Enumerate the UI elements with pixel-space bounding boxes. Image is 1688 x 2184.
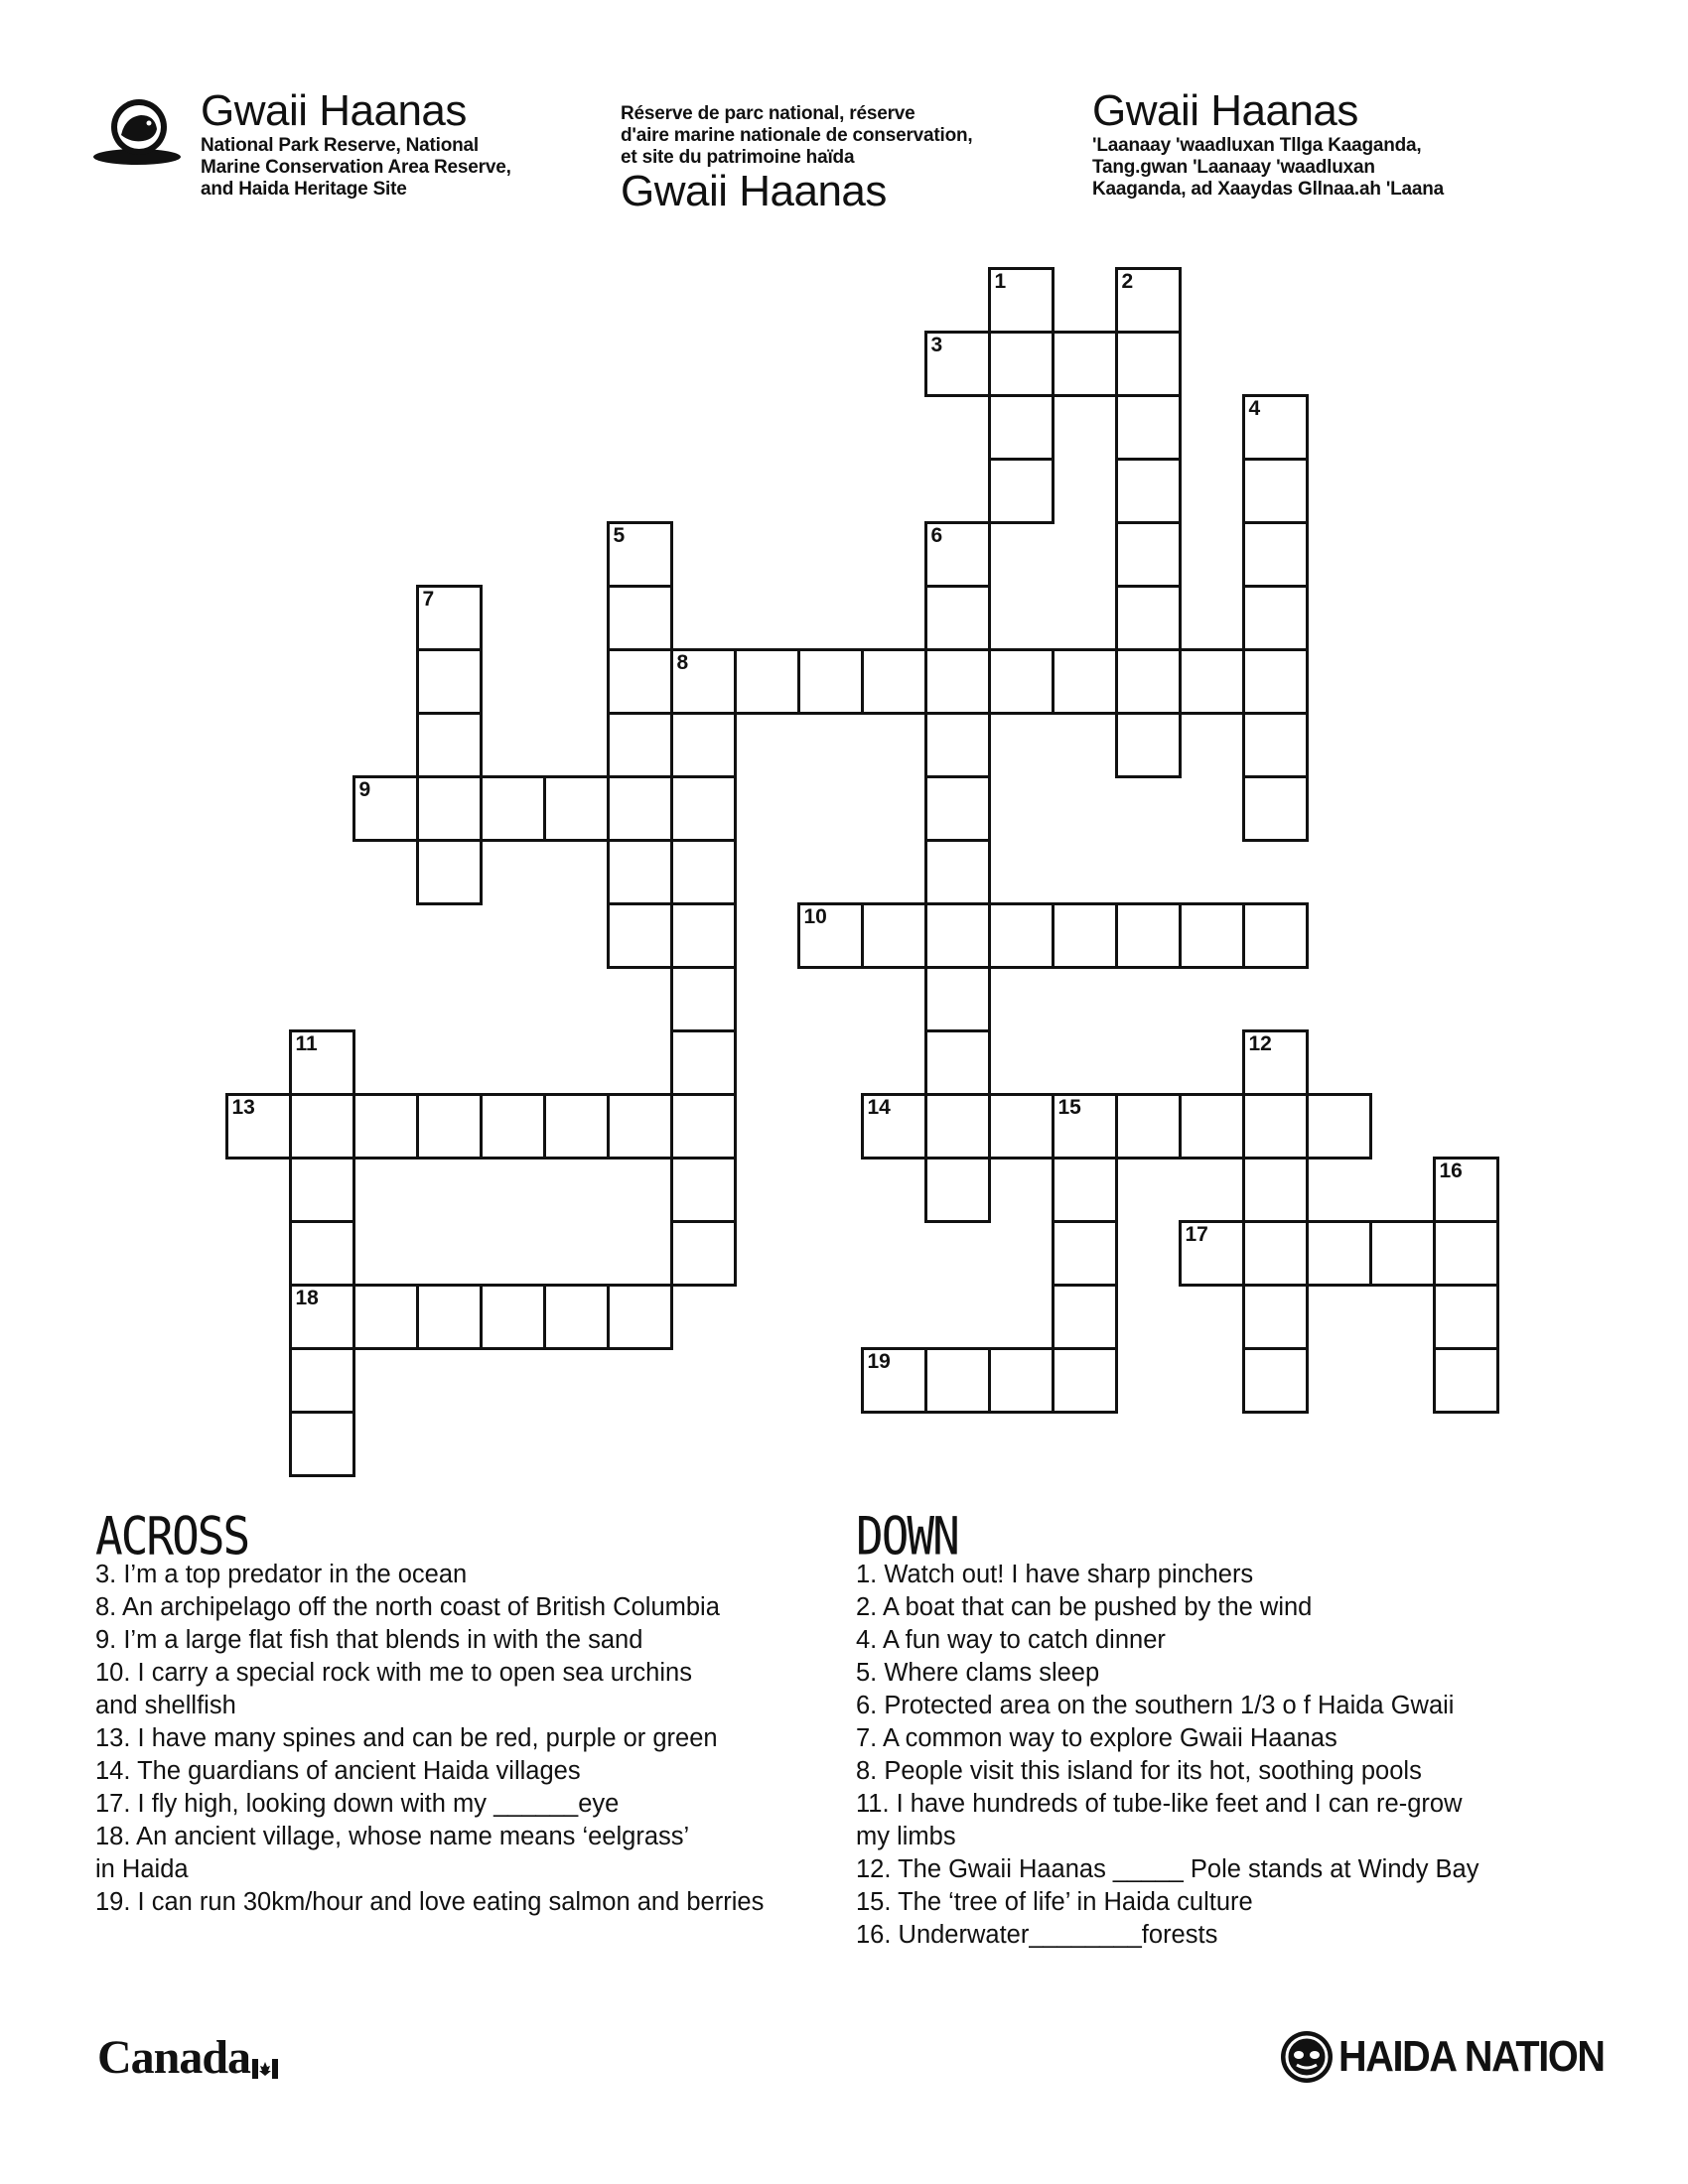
crossword-cell[interactable] bbox=[861, 1093, 927, 1160]
down-clue: 7. A common way to explore Gwaii Haanas bbox=[856, 1724, 1337, 1752]
crossword-cell[interactable] bbox=[1242, 1284, 1309, 1350]
crossword-cell[interactable] bbox=[607, 902, 673, 969]
clue-number: 5 bbox=[613, 523, 626, 547]
crossword-cell[interactable] bbox=[1242, 585, 1309, 651]
crossword-cell[interactable] bbox=[670, 1029, 737, 1096]
crossword-cell[interactable] bbox=[1306, 1220, 1372, 1287]
haida-nation-logo bbox=[1281, 2031, 1633, 2083]
across-clue: 9. I’m a large flat fish that blends in with the sand bbox=[95, 1626, 643, 1654]
crossword-cell[interactable] bbox=[1242, 1157, 1309, 1223]
crossword-cell[interactable] bbox=[416, 648, 483, 715]
french-subtitle-line: et site du patrimoine haïda bbox=[621, 147, 855, 168]
crossword-cell[interactable] bbox=[670, 712, 737, 778]
crossword-cell[interactable] bbox=[289, 1347, 355, 1414]
crossword-cell[interactable] bbox=[416, 1093, 483, 1160]
down-clue: 11. I have hundreds of tube-like feet and I can re-grow my limbs bbox=[856, 1790, 1463, 1850]
crossword-cell[interactable] bbox=[289, 1029, 355, 1096]
clue-number: 10 bbox=[803, 904, 827, 928]
crossword-cell[interactable] bbox=[289, 1220, 355, 1287]
across-clue: 8. An archipelago off the north coast of British Columbia bbox=[95, 1593, 720, 1621]
crossword-cell[interactable] bbox=[861, 648, 927, 715]
crossword-cell[interactable] bbox=[1433, 1284, 1499, 1350]
crossword-cell[interactable] bbox=[861, 1347, 927, 1414]
english-subtitle-line: National Park Reserve, National bbox=[201, 135, 479, 156]
across-clue: 18. An ancient village, whose name means ‘eelgrass’ in Haida bbox=[95, 1823, 690, 1883]
across-clue: 13. I have many spines and can be red, purple or green bbox=[95, 1724, 718, 1752]
crossword-cell[interactable] bbox=[670, 839, 737, 905]
crossword-cell[interactable] bbox=[1052, 331, 1118, 397]
crossword-cell[interactable] bbox=[1052, 1093, 1118, 1160]
clue-number: 16 bbox=[1439, 1159, 1463, 1182]
french-title: Gwaii Haanas bbox=[621, 167, 887, 215]
crossword-cell[interactable] bbox=[1242, 1347, 1309, 1414]
english-subtitle-line: Marine Conservation Area Reserve, bbox=[201, 157, 511, 178]
crossword-cell[interactable] bbox=[1115, 394, 1182, 461]
crossword-cell[interactable] bbox=[1242, 394, 1309, 461]
crossword-cell[interactable] bbox=[1115, 1093, 1182, 1160]
crossword-cell[interactable] bbox=[607, 585, 673, 651]
crossword-cell[interactable] bbox=[797, 902, 864, 969]
crossword-cell[interactable] bbox=[988, 1093, 1055, 1160]
crossword-cell[interactable] bbox=[352, 775, 419, 842]
clue-number: 4 bbox=[1248, 396, 1261, 420]
crossword-cell[interactable] bbox=[543, 1093, 610, 1160]
canada-wordmark-text: Canada bbox=[97, 2031, 251, 2084]
down-clue: 15. The ‘tree of life’ in Haida culture bbox=[856, 1888, 1253, 1916]
crossword-cell[interactable] bbox=[607, 1093, 673, 1160]
crossword-cell[interactable] bbox=[988, 1347, 1055, 1414]
across-clue: 3. I’m a top predator in the ocean bbox=[95, 1561, 468, 1588]
crossword-cell[interactable] bbox=[924, 966, 991, 1032]
haida-subtitle-line: 'Laanaay 'waadluxan Tllga Kaaganda, bbox=[1092, 135, 1422, 156]
crossword-cell[interactable] bbox=[543, 1284, 610, 1350]
down-clue: 2. A boat that can be pushed by the wind bbox=[856, 1593, 1313, 1621]
crossword-cell[interactable] bbox=[1242, 1220, 1309, 1287]
crossword-cell[interactable] bbox=[1242, 1093, 1309, 1160]
crossword-cell[interactable] bbox=[607, 839, 673, 905]
crossword-cell[interactable] bbox=[416, 839, 483, 905]
crossword-cell[interactable] bbox=[607, 648, 673, 715]
clue-number: 12 bbox=[1248, 1031, 1272, 1055]
crossword-cell[interactable] bbox=[1052, 902, 1118, 969]
crossword-cell[interactable] bbox=[1242, 902, 1309, 969]
crossword-cell[interactable] bbox=[797, 648, 864, 715]
haida-subtitle-line: Kaaganda, ad Xaaydas Gllnaa.ah 'Laana bbox=[1092, 179, 1445, 200]
crossword-cell[interactable] bbox=[289, 1284, 355, 1350]
crossword-cell[interactable] bbox=[924, 902, 991, 969]
crossword-cell[interactable] bbox=[924, 648, 991, 715]
clue-number: 9 bbox=[358, 777, 371, 801]
crossword-cell[interactable] bbox=[543, 775, 610, 842]
clue-number: 13 bbox=[231, 1095, 255, 1119]
crossword-cell[interactable] bbox=[289, 1411, 355, 1477]
crossword-cell[interactable] bbox=[988, 267, 1055, 334]
clue-number: 11 bbox=[295, 1031, 318, 1055]
crossword-cell[interactable] bbox=[924, 585, 991, 651]
english-title: Gwaii Haanas bbox=[201, 86, 467, 135]
down-clue: 12. The Gwaii Haanas _____ Pole stands at Windy Bay bbox=[856, 1855, 1479, 1883]
across-heading: ACROSS bbox=[95, 1505, 249, 1568]
haida-title: Gwaii Haanas bbox=[1092, 86, 1358, 135]
crossword-cell[interactable] bbox=[988, 902, 1055, 969]
crossword-cell[interactable] bbox=[1115, 267, 1182, 334]
haida-subtitle-line: Tang.gwan 'Laanaay 'waadluxan bbox=[1092, 157, 1375, 178]
crossword-cell[interactable] bbox=[988, 394, 1055, 461]
crossword-cell[interactable] bbox=[1052, 1157, 1118, 1223]
crossword-cell[interactable] bbox=[1433, 1157, 1499, 1223]
canada-wordmark bbox=[97, 2030, 278, 2085]
crossword-cell[interactable] bbox=[416, 775, 483, 842]
crossword-cell[interactable] bbox=[1179, 1220, 1245, 1287]
down-clue: 5. Where clams sleep bbox=[856, 1659, 1100, 1687]
crossword-cell[interactable] bbox=[607, 775, 673, 842]
down-clue: 4. A fun way to catch dinner bbox=[856, 1626, 1166, 1654]
crossword-cell[interactable] bbox=[988, 648, 1055, 715]
crossword-cell[interactable] bbox=[1115, 458, 1182, 524]
clue-number: 17 bbox=[1185, 1222, 1208, 1246]
crossword-cell[interactable] bbox=[1115, 648, 1182, 715]
crossword-cell[interactable] bbox=[670, 648, 737, 715]
clue-number: 14 bbox=[867, 1095, 891, 1119]
crossword-cell[interactable] bbox=[1433, 1220, 1499, 1287]
crossword-cell[interactable] bbox=[1052, 648, 1118, 715]
french-subtitle-line: Réserve de parc national, réserve bbox=[621, 103, 915, 124]
crossword-cell[interactable] bbox=[352, 1093, 419, 1160]
crossword-cell[interactable] bbox=[352, 1284, 419, 1350]
down-clue-list bbox=[856, 1559, 1611, 1952]
crossword-cell[interactable] bbox=[924, 712, 991, 778]
crossword-cell[interactable] bbox=[924, 521, 991, 588]
crossword-cell[interactable] bbox=[416, 1284, 483, 1350]
crossword-cell[interactable] bbox=[924, 1093, 991, 1160]
clue-number: 7 bbox=[422, 587, 435, 611]
down-clue: 16. Underwater________forests bbox=[856, 1921, 1218, 1949]
crossword-cell[interactable] bbox=[670, 775, 737, 842]
across-clue: 14. The guardians of ancient Haida villages bbox=[95, 1757, 581, 1785]
crossword-cell[interactable] bbox=[1242, 712, 1309, 778]
crossword-cell[interactable] bbox=[1306, 1093, 1372, 1160]
crossword-cell[interactable] bbox=[670, 966, 737, 1032]
crossword-cell[interactable] bbox=[1052, 1284, 1118, 1350]
across-clue: 17. I fly high, looking down with my ______eye bbox=[95, 1790, 620, 1818]
crossword-cell[interactable] bbox=[1115, 331, 1182, 397]
crossword-cell[interactable] bbox=[924, 1029, 991, 1096]
crossword-cell[interactable] bbox=[988, 331, 1055, 397]
crossword-cell[interactable] bbox=[607, 712, 673, 778]
crossword-cell[interactable] bbox=[924, 331, 991, 397]
across-clue: 10. I carry a special rock with me to open sea urchins and shellfish bbox=[95, 1659, 692, 1719]
crossword-cell[interactable] bbox=[480, 1284, 546, 1350]
crossword-cell[interactable] bbox=[924, 839, 991, 905]
crossword-cell[interactable] bbox=[1242, 775, 1309, 842]
english-subtitle-line: and Haida Heritage Site bbox=[201, 179, 407, 200]
down-heading: DOWN bbox=[856, 1505, 958, 1568]
clue-number: 2 bbox=[1121, 269, 1134, 293]
clue-number: 15 bbox=[1057, 1095, 1081, 1119]
crossword-cell[interactable] bbox=[670, 1220, 737, 1287]
crossword-cell[interactable] bbox=[1115, 902, 1182, 969]
canada-flag-icon bbox=[252, 2036, 278, 2056]
clue-number: 8 bbox=[676, 650, 689, 674]
crossword-cell[interactable] bbox=[1179, 902, 1245, 969]
crossword-cell[interactable] bbox=[225, 1093, 292, 1160]
clue-number: 3 bbox=[930, 333, 943, 356]
clue-number: 18 bbox=[295, 1286, 319, 1309]
crossword-cell[interactable] bbox=[1369, 1220, 1436, 1287]
crossword-cell[interactable] bbox=[861, 902, 927, 969]
crossword-cell[interactable] bbox=[670, 902, 737, 969]
crossword-cell[interactable] bbox=[289, 1157, 355, 1223]
across-clue: 19. I can run 30km/hour and love eating salmon and berries bbox=[95, 1888, 765, 1916]
crossword-cell[interactable] bbox=[670, 1157, 737, 1223]
down-clue: 6. Protected area on the southern 1/3 o f Haida Gwaii bbox=[856, 1692, 1455, 1719]
crossword-cell[interactable] bbox=[988, 458, 1055, 524]
french-subtitle-line: d'aire marine nationale de conservation, bbox=[621, 125, 973, 146]
down-clue: 8. People visit this island for its hot, soothing pools bbox=[856, 1757, 1422, 1785]
clue-number: 1 bbox=[994, 269, 1007, 293]
crossword-cell[interactable] bbox=[416, 585, 483, 651]
crossword-cell[interactable] bbox=[1242, 458, 1309, 524]
crossword-cell[interactable] bbox=[416, 712, 483, 778]
crossword-cell[interactable] bbox=[1242, 521, 1309, 588]
crossword-cell[interactable] bbox=[480, 775, 546, 842]
crossword-cell[interactable] bbox=[924, 1347, 991, 1414]
down-clue: 1. Watch out! I have sharp pinchers bbox=[856, 1561, 1254, 1588]
crossword-cell[interactable] bbox=[924, 775, 991, 842]
crossword-cell[interactable] bbox=[1115, 712, 1182, 778]
crossword-cell[interactable] bbox=[1179, 1093, 1245, 1160]
crossword-cell[interactable] bbox=[1242, 1029, 1309, 1096]
crossword-cell[interactable] bbox=[734, 648, 800, 715]
crossword-cell[interactable] bbox=[924, 1157, 991, 1223]
crossword-cell[interactable] bbox=[1052, 1220, 1118, 1287]
clue-number: 6 bbox=[930, 523, 943, 547]
crossword-cell[interactable] bbox=[1433, 1347, 1499, 1414]
crossword-cell[interactable] bbox=[607, 1284, 673, 1350]
clue-number: 19 bbox=[867, 1349, 891, 1373]
haida-crest-icon bbox=[1281, 2031, 1333, 2083]
crossword-cell[interactable] bbox=[289, 1093, 355, 1160]
crossword-cell[interactable] bbox=[1179, 648, 1245, 715]
crossword-cell[interactable] bbox=[1115, 521, 1182, 588]
crossword-cell[interactable] bbox=[607, 521, 673, 588]
crossword-cell[interactable] bbox=[480, 1093, 546, 1160]
crossword-cell[interactable] bbox=[1115, 585, 1182, 651]
haida-nation-text: HAIDA NATION bbox=[1338, 2032, 1605, 2081]
across-clue-list bbox=[95, 1559, 830, 1919]
crossword-cell[interactable] bbox=[1052, 1347, 1118, 1414]
crossword-cell[interactable] bbox=[670, 1093, 737, 1160]
crossword-cell[interactable] bbox=[1242, 648, 1309, 715]
